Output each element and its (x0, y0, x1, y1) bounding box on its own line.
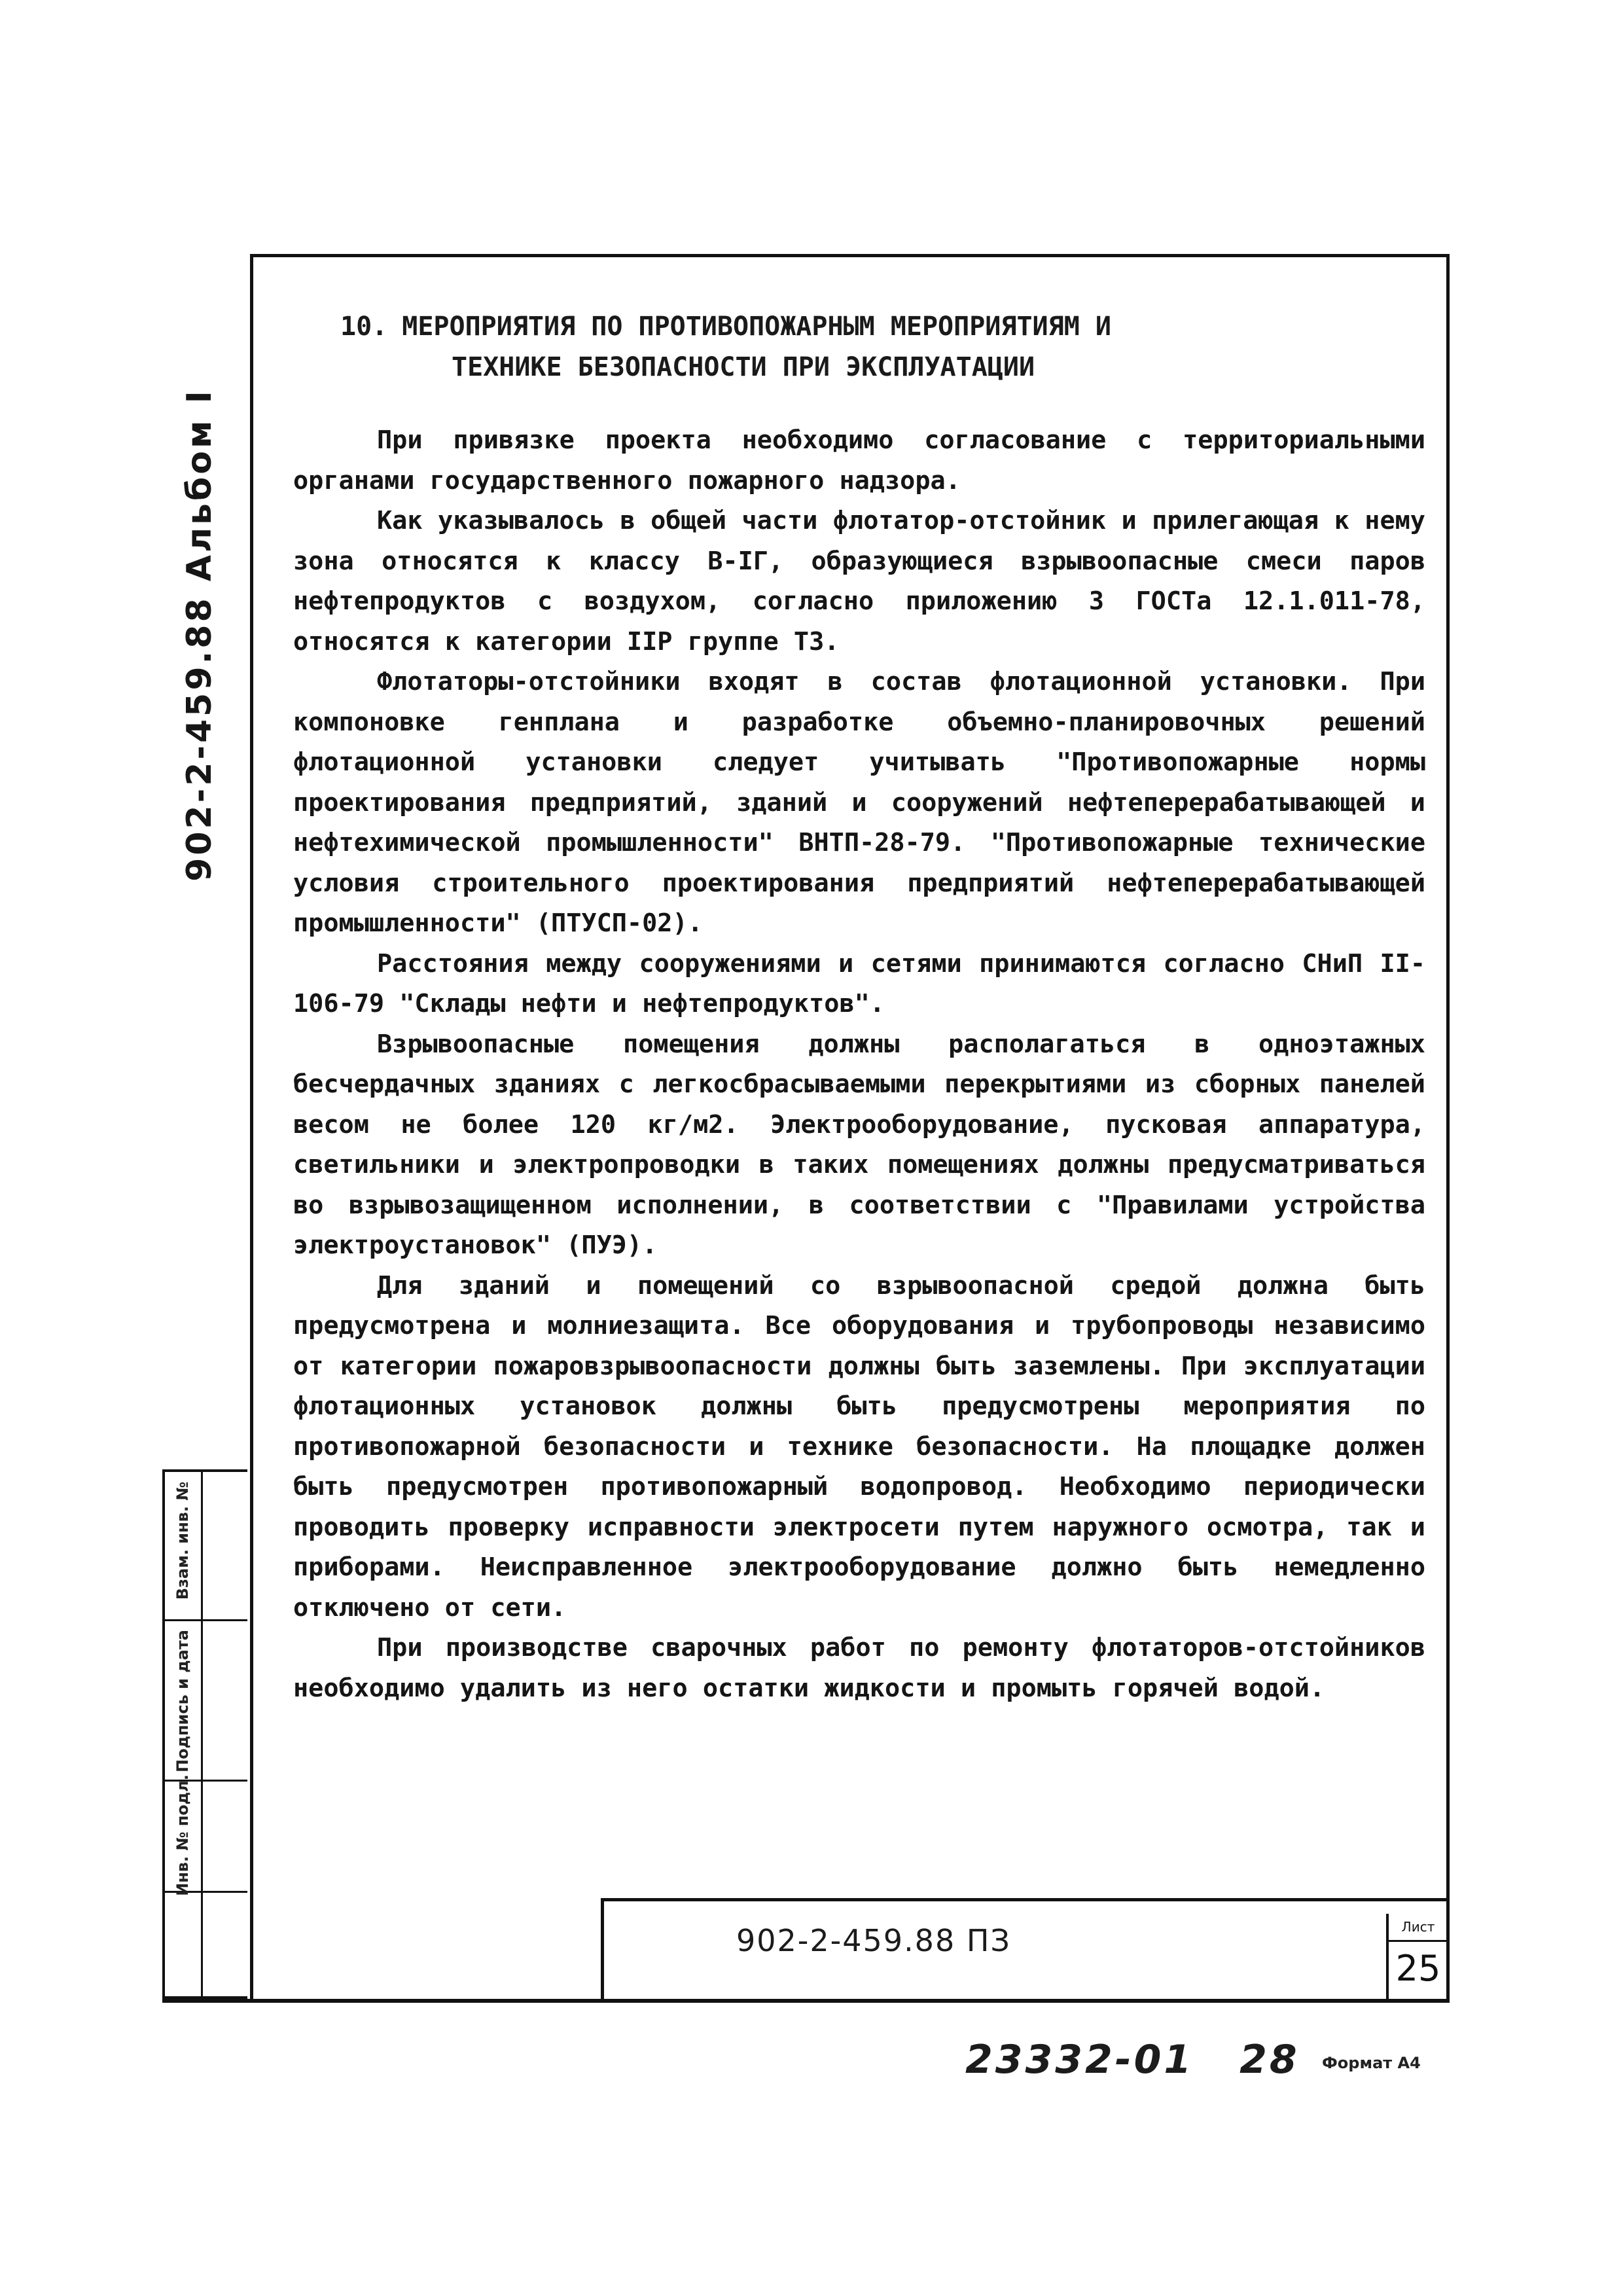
heading-line-1: МЕРОПРИЯТИЯ ПО ПРОТИВОПОЖАРНЫМ МЕРОПРИЯТИЯМ И (402, 312, 1111, 342)
heading-line-2: ТЕХНИКЕ БЕЗОПАСНОСТИ ПРИ ЭКСПЛУАТАЦИИ (452, 352, 1035, 382)
archive-number (965, 2037, 1300, 2083)
archive-code: 23332-01 (965, 2037, 1194, 2083)
stamp-label-inventory: Инв. № подл. (173, 1774, 192, 1896)
paragraph: При привязке проекта необходимо согласование с территориальными органами государственного пожарного надзора. (293, 425, 1425, 495)
sheet-label: Лист (1389, 1914, 1448, 1942)
paragraph: Взрывоопасные помещения должны располагаться в одноэтажных бесчердачных зданиях с легкосбрасываемыми перекрытиями из сборных панелей весом не более 120 кг/м2. Электрооборудование, пусковая аппаратура, светильники и электропроводки в таких помещениях должны предусматриваться во взрывозащищенном исполнении, в соответствии с "Правилами устройства электроустановок" (ПУЭ). (293, 1029, 1425, 1260)
stamp-divider (201, 1472, 203, 1996)
paragraph: Флотаторы-отстойники входят в состав флотационной установки. При компоновке генплана и разработке объемно-планировочных решений флотационной установки следует учитывать "Противопожарные нормы проектирования предприятий, зданий и сооружений нефтеперерабатывающей и нефтехимической промышленности" ВНТП-28-79. "Противопожарные технические условия строительного проектирования предприятий нефтеперерабатывающей промышленности" (ПТУСП-02). (293, 667, 1425, 938)
paragraph: Расстояния между сооружениями и сетями принимаются согласно СНиП II-106-79 "Склады нефти и нефтепродуктов". (293, 948, 1425, 1018)
document-code: 902-2-459.88 ПЗ (736, 1923, 1011, 1958)
paper-format: Формат А4 (1322, 2054, 1421, 2072)
stamp-row-divider (165, 1619, 247, 1621)
frame-bottom-line (162, 1999, 1450, 2003)
sheet-number: 25 (1395, 1948, 1441, 1989)
paragraph: Как указывалось в общей части флотатор-отстойник и прилегающая к нему зона относятся к классу В-IГ, образующиеся взрывоопасные смеси паров нефтепродуктов с воздухом, согласно приложению 3 ГОСТа 12.1.011-78, относятся к категории IIР группе Т3. (293, 506, 1425, 656)
paragraph: При производстве сварочных работ по ремонту флотаторов-отстойников необходимо удалить из него остатки жидкости и промыть горячей водой. (293, 1633, 1425, 1703)
title-block (601, 1898, 1450, 1999)
archive-page: 28 (1240, 2037, 1300, 2083)
body-text (293, 420, 1425, 1708)
section-heading (340, 306, 1361, 387)
stamp-label-signature: Подпись и дата (173, 1630, 192, 1772)
stamp-label-replacement: Взам. инв. № (173, 1481, 192, 1600)
section-number: 10. (340, 312, 388, 342)
side-album-code (154, 388, 245, 882)
album-code-text: 902-2-459.88 Альбом I (180, 388, 219, 882)
sheet-box (1386, 1914, 1448, 1999)
side-stamp-table (162, 1469, 247, 1999)
paragraph: Для зданий и помещений со взрывоопасной средой должна быть предусмотрена и молниезащита. Все оборудования и трубопроводы независимо от категории пожаровзрывоопасности должны быть заземлены. При эксплуатации флотационных установок должны быть предусмотрены мероприятия по противопожарной безопасности и технике безопасности. На площадке должен быть предусмотрен противопожарный водопровод. Необходимо периодически проводить проверку исправности электросети путем наружного осмотра, так и приборами. Неисправленное электрооборудование должно быть немедленно отключено от сети. (293, 1270, 1425, 1623)
